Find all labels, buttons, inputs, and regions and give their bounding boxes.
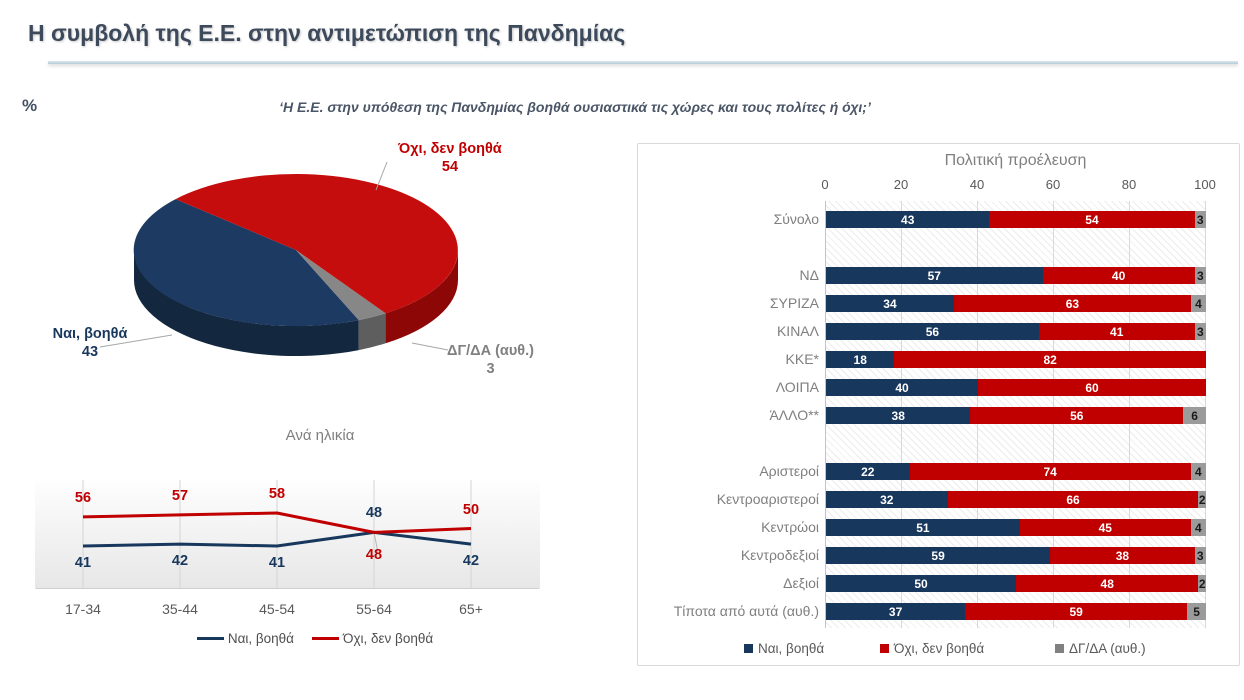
bar-segment: 56 bbox=[826, 323, 1039, 340]
bar-chart-title: Πολιτική προέλευση bbox=[944, 152, 1087, 169]
pie-label-yes-value: 43 bbox=[81, 344, 99, 360]
legend-label: Όχι, δεν βοηθά bbox=[894, 641, 985, 656]
bar-segment: 74 bbox=[910, 463, 1191, 480]
bar-segment: 37 bbox=[826, 603, 965, 620]
pie-label-no-text: Όχι, δεν βοηθά bbox=[398, 141, 502, 157]
bar-segment: 50 bbox=[826, 575, 1016, 592]
pie-label-no-value: 54 bbox=[441, 159, 459, 175]
bar-row bbox=[826, 547, 1206, 564]
title-underline bbox=[48, 61, 1238, 64]
line-point-label: 42 bbox=[171, 553, 189, 570]
legend-item bbox=[197, 631, 294, 646]
age-line-chart bbox=[20, 425, 620, 675]
bar-row bbox=[826, 351, 1206, 368]
bar-category-label: ΛΟΙΠΑ bbox=[775, 379, 819, 395]
bar-segment: 2 bbox=[1198, 576, 1206, 591]
bar-row bbox=[826, 463, 1206, 480]
bar-segment: 4 bbox=[1191, 463, 1206, 480]
legend-item bbox=[1055, 641, 1146, 656]
legend-line-swatch bbox=[197, 637, 224, 641]
bar-category-label: Κεντροαριστεροί bbox=[716, 491, 819, 507]
bar-category-label: Κεντρώοι bbox=[761, 519, 819, 535]
pie-label-no bbox=[360, 140, 540, 176]
line-point-label: 48 bbox=[365, 547, 383, 564]
legend-item bbox=[744, 641, 824, 656]
bar-row bbox=[826, 295, 1206, 312]
bar-segment: 59 bbox=[826, 547, 1050, 564]
pie-chart bbox=[20, 140, 620, 395]
line-point-label: 48 bbox=[365, 505, 383, 522]
legend-item bbox=[880, 641, 984, 656]
bar-x-tick: 60 bbox=[1045, 177, 1061, 192]
bar-segment: 43 bbox=[826, 211, 989, 228]
line-point-label: 58 bbox=[268, 486, 286, 502]
bar-category-label: ΆΛΛΟ** bbox=[769, 407, 819, 423]
bar-category-label: ΚΚΕ* bbox=[785, 351, 819, 367]
bar-segment: 3 bbox=[1195, 211, 1206, 228]
bar-segment: 63 bbox=[954, 295, 1191, 312]
bar-segment: 22 bbox=[826, 463, 910, 480]
pie-label-dk-value: 3 bbox=[486, 361, 495, 377]
bar-segment: 41 bbox=[1039, 323, 1195, 340]
bar-segment: 66 bbox=[948, 491, 1199, 508]
bar-segment: 40 bbox=[826, 379, 978, 396]
legend-label: Όχι, δεν βοηθά bbox=[342, 631, 434, 646]
bar-category-label: ΝΔ bbox=[799, 267, 819, 283]
bar-row bbox=[826, 407, 1206, 424]
line-x-tick: 35-44 bbox=[162, 601, 198, 617]
bar-row bbox=[826, 379, 1206, 396]
age-chart-title: Ανά ηλικία bbox=[285, 427, 355, 444]
political-origin-panel bbox=[637, 143, 1240, 666]
bar-segment: 54 bbox=[989, 211, 1194, 228]
bar-segment: 38 bbox=[1050, 547, 1194, 564]
bar-segment: 48 bbox=[1016, 575, 1198, 592]
bar-segment: 59 bbox=[965, 603, 1187, 620]
bar-segment: 40 bbox=[1043, 267, 1195, 284]
line-chart-legend bbox=[20, 631, 610, 646]
pie-label-dk bbox=[408, 342, 573, 378]
line-point-label: 41 bbox=[74, 555, 92, 571]
line-point-label: 42 bbox=[462, 553, 480, 570]
bar-segment: 60 bbox=[978, 379, 1206, 396]
bar-row bbox=[826, 603, 1206, 620]
bar-segment: 18 bbox=[826, 351, 894, 368]
bar-segment: 32 bbox=[826, 491, 948, 508]
bar-segment: 5 bbox=[1187, 603, 1206, 620]
percent-unit-label: % bbox=[22, 96, 38, 115]
bar-segment: 4 bbox=[1191, 519, 1206, 536]
legend-label: ΔΓ/ΔΑ (αυθ.) bbox=[1069, 641, 1146, 656]
bar-segment: 56 bbox=[970, 407, 1183, 424]
line-x-tick: 55-64 bbox=[356, 601, 392, 617]
legend-swatch bbox=[744, 644, 753, 653]
bar-category-label: ΣΥΡΙΖΑ bbox=[769, 295, 819, 311]
line-point-label: 56 bbox=[74, 489, 92, 506]
bar-category-label: Αριστεροί bbox=[759, 463, 819, 479]
bar-segment: 4 bbox=[1191, 295, 1206, 312]
line-x-tick: 45-54 bbox=[259, 601, 295, 617]
bar-category-label: ΚΙΝΑΛ bbox=[776, 323, 819, 339]
bar-category-label: Σύνολο bbox=[773, 211, 819, 227]
bar-row bbox=[826, 519, 1206, 536]
bar-x-tick: 80 bbox=[1121, 177, 1137, 192]
legend-label: Ναι, βοηθά bbox=[758, 641, 825, 656]
pie-label-dk-text: ΔΓ/ΔΑ (αυθ.) bbox=[447, 343, 534, 359]
legend-swatch bbox=[1055, 644, 1064, 653]
legend-swatch bbox=[880, 644, 889, 653]
bar-row bbox=[826, 323, 1206, 340]
bar-x-tick: 0 bbox=[821, 177, 829, 192]
bar-row bbox=[826, 575, 1206, 592]
bar-segment: 38 bbox=[826, 407, 970, 424]
line-point-label: 50 bbox=[462, 501, 480, 518]
bar-segment: 2 bbox=[1198, 492, 1206, 507]
legend-label: Ναι, βοηθά bbox=[227, 631, 294, 646]
bar-segment: 6 bbox=[1183, 407, 1206, 424]
bar-segment: 3 bbox=[1195, 547, 1206, 564]
line-point-label: 41 bbox=[268, 555, 286, 571]
bar-segment: 45 bbox=[1020, 519, 1191, 536]
bar-segment: 3 bbox=[1195, 323, 1206, 340]
bar-x-tick: 40 bbox=[969, 177, 985, 192]
bar-segment: 3 bbox=[1195, 267, 1206, 284]
bar-category-label: Τίποτα από αυτά (αυθ.) bbox=[673, 603, 819, 619]
bar-row bbox=[826, 491, 1206, 508]
bar-segment: 57 bbox=[826, 267, 1043, 284]
bar-row bbox=[826, 211, 1206, 228]
pie-label-yes bbox=[20, 325, 160, 361]
survey-question: ‘Η Ε.Ε. στην υπόθεση της Πανδημίας βοηθά ουσιαστικά τις χώρες και τους πολίτες ή όχι;’ bbox=[279, 99, 871, 115]
line-x-tick: 17-34 bbox=[65, 601, 101, 617]
bar-category-label: Κεντροδεξιοί bbox=[740, 547, 819, 563]
legend-line-swatch bbox=[312, 637, 339, 641]
bar-x-tick: 20 bbox=[893, 177, 909, 192]
legend-item bbox=[312, 631, 433, 646]
pie-label-yes-text: Ναι, βοηθά bbox=[52, 326, 128, 342]
bar-row bbox=[826, 267, 1206, 284]
page-title: Η συμβολή της Ε.Ε. στην αντιμετώπιση της Πανδημίας bbox=[28, 20, 626, 46]
bar-segment: 34 bbox=[826, 295, 954, 312]
line-point-label: 57 bbox=[171, 487, 189, 504]
bar-segment: 82 bbox=[894, 351, 1206, 368]
bar-category-label: Δεξιοί bbox=[783, 575, 819, 591]
line-x-tick: 65+ bbox=[459, 601, 483, 617]
bar-x-tick: 100 bbox=[1194, 177, 1216, 192]
bar-segment: 51 bbox=[826, 519, 1020, 536]
